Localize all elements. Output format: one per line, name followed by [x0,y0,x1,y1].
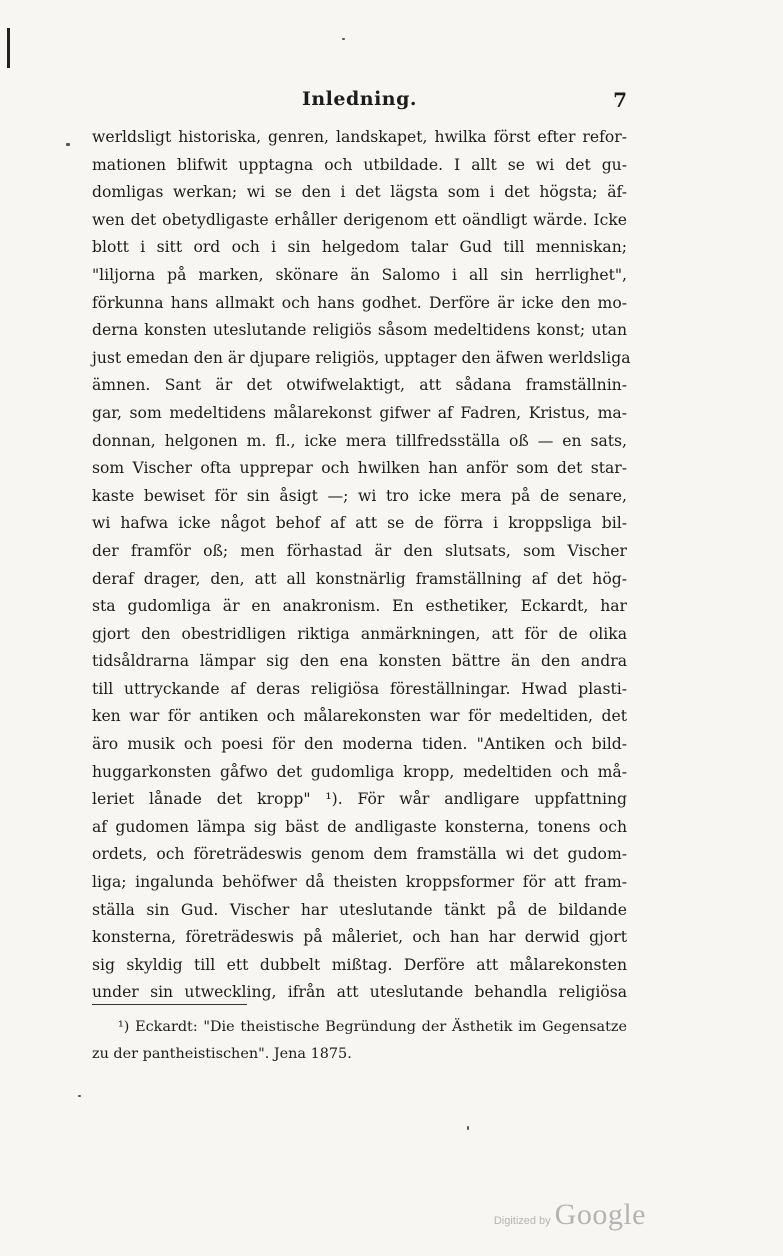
text-line: ställa sin Gud. Vischer har uteslutande tänkt på de bildande [92,900,627,919]
text-line: sig skyldig till ett dubbelt mißtag. Derföre att målarekonsten [92,955,627,974]
text-line: sta gudomliga är en anakronism. En esthetiker, Eckardt, har [92,597,627,616]
footnote-rule [92,1004,247,1005]
text-line: mationen blifwit upptagna och utbildade. I allt se wi det gu- [92,155,627,174]
text-line: tidsåldrarna lämpar sig den ena konsten bättre än den andra [92,652,627,671]
text-line: under sin utweckling, ifrån att uteslutande behandla religiösa [92,983,627,1002]
text-line: just emedan den är djupare religiös, upptager den äfwen werldsliga [92,348,631,367]
text-line: wen det obetydligaste erhåller derigenom ett oändligt wärde. Icke [92,210,627,229]
text-line: af gudomen lämpa sig bäst de andligaste konsterna, tonens och [92,817,627,836]
text-line: leriet lånade det kropp" ¹). För wår andligare uppfattning [92,790,627,809]
digitized-watermark [494,1198,646,1232]
text-line: deraf drager, den, att all konstnärlig framställning af det hög- [92,569,627,588]
text-line: förkunna hans allmakt och hans godhet. Derföre är icke den mo- [92,293,627,312]
footnote-line: ¹) Eckardt: "Die theistische Begründung der Ästhetik im Gegensatze [118,1019,627,1035]
running-head [92,88,627,116]
body-text [92,124,631,1002]
text-line: der framför oß; men förhastad är den slutsats, som Vischer [92,541,627,560]
google-logo: Google [554,1198,646,1231]
text-line: till uttryckande af deras religiösa föreställningar. Hwad plasti- [92,679,627,698]
text-line: donnan, helgonen m. fl., icke mera tillfredsställa oß — en sats, [92,431,627,450]
text-line: ämnen. Sant är det otwifwelaktigt, att sådana framställnin- [92,376,627,395]
text-line: derna konsten uteslutande religiös såsom medeltidens konst; utan [92,321,627,340]
text-line: blott i sitt ord och i sin helgedom talar Gud till menniskan; [92,238,627,257]
page-number: 7 [613,88,627,112]
footnotes [92,1014,627,1068]
running-title: Inledning. [301,88,418,110]
scan-speck [467,1126,469,1130]
text-line: wi hafwa icke något behof af att se de förra i kroppsliga bil- [92,514,627,533]
text-line: liga; ingalunda behöfwer då theisten kroppsformer för att fram- [92,873,627,892]
text-line: som Vischer ofta upprepar och hwilken han anför som det star- [92,459,627,478]
text-line: gjort den obestridligen riktiga anmärkningen, att för de olika [92,624,627,643]
text-line: ordets, och företrädeswis genom dem framställa wi det gudom- [92,845,627,864]
text-line: äro musik och poesi för den moderna tiden. "Antiken och bild- [92,735,627,754]
scan-speck [78,1095,81,1097]
text-line: huggarkonsten gåfwo det gudomliga kropp, medeltiden och må- [92,762,627,781]
footnote-line: zu der pantheistischen". Jena 1875. [92,1046,352,1062]
text-line: domligas werkan; wi se den i det lägsta som i det högsta; äf- [92,183,627,202]
text-line: kaste bewiset för sin åsigt —; wi tro icke mera på de senare, [92,486,627,505]
scan-speck [342,38,345,40]
text-line: "liljorna på marken, skönare än Salomo i all sin herrlighet", [92,265,627,284]
scan-edge-mark [7,28,10,68]
text-line: werldsligt historiska, genren, landskapet, hwilka först efter refor- [92,128,627,146]
watermark-prefix: Digitized by [493,1215,551,1227]
text-line: ken war för antiken och målarekonsten war för medeltiden, det [92,707,627,726]
scan-speck [66,143,70,146]
text-line: konsterna, företrädeswis på måleriet, och han har derwid gjort [92,928,627,947]
text-line: gar, som medeltidens målarekonst gifwer af Fadren, Kristus, ma- [92,403,627,422]
